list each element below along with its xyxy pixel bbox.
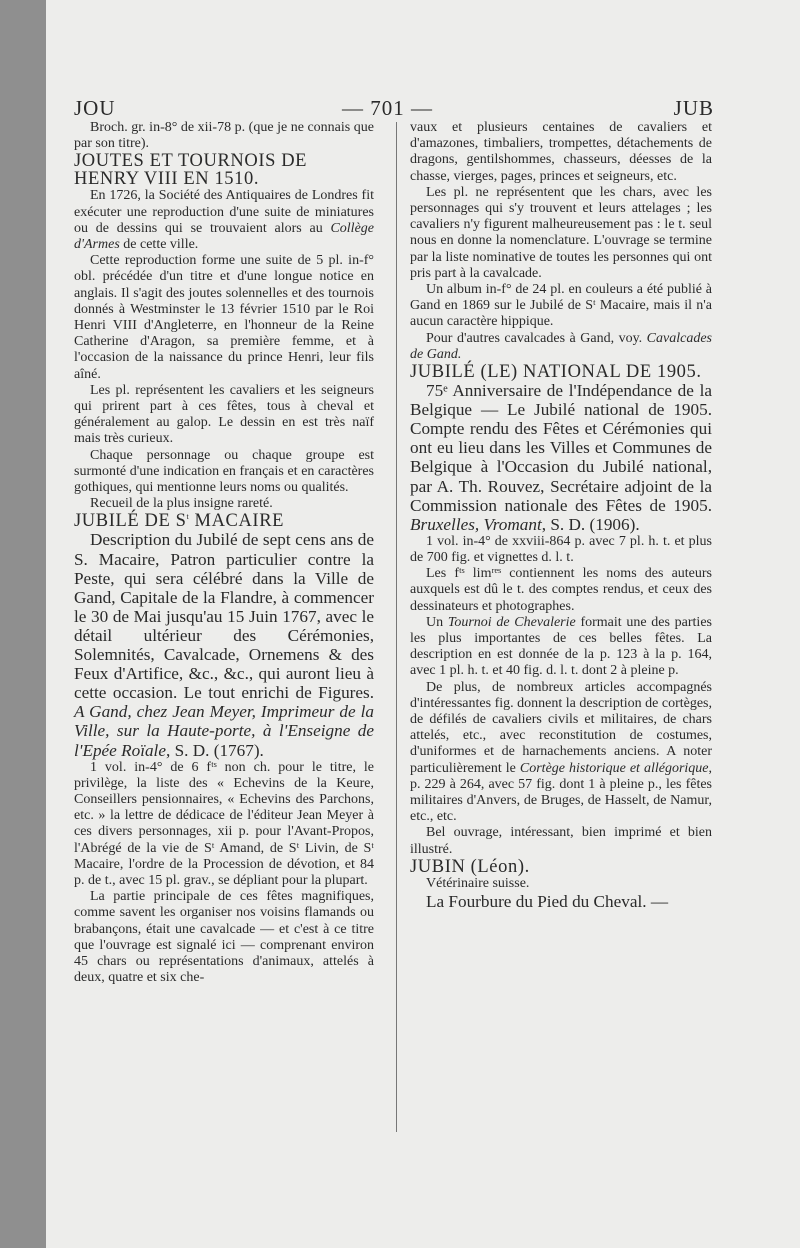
header-right-guide-word: JUB [673,96,714,120]
author-description: Vétérinaire suisse. [426,875,530,891]
entry-paragraph: En 1726, la Société des Antiquaires de Londres fit exécuter une reproduction d'une suite de miniatures ou de dessins qui se trouvaient alors au Collège d'Armes de cette ville. [74,188,374,253]
entry-paragraph: Chaque personnage ou chaque groupe est surmonté d'une indication en français et en caractères gothiques, qui mentionne leurs noms ou qualités. [74,447,374,496]
entry-continuation: Broch. gr. in-8° de xii-78 p. (que je ne connais que par son titre). [74,120,374,152]
header-left-guide-word: JOU [74,96,116,120]
entry-book-title: 75ᵉ Anniversaire de l'Indépendance de la Belgique — Le Jubilé national de 1905. Compte rendu des Fêtes et Cérémonies qui ont eu lieu dans les Villes et Communes de Belgique à l'Occasion du Jubilé national, par A. Th. Rouvez, Secrétaire adjoint de la Commission nationale des Fêtes de 1905. Bruxelles, Vromant, S. D. (1906). [410,381,712,534]
entry-paragraph: De plus, de nombreux articles accompagnés d'intéressantes fig. donnent la description de cortèges, de défilés de cavaliers civils et militaires, de chars attelés, etc., avec reconstitution de costumes, d'uniformes et de harnachements anciens. A noter particulièrement le Cortège historique et allégorique, p. 229 à 264, avec 57 fig. dont 1 à pleine p., les fêtes militaires d'Anvers, de Bruges, de Hasselt, de Namur, etc., etc. [410,679,712,825]
entry-paragraph: La partie principale de ces fêtes magnifiques, comme savent les organiser nos voisins flamands ou brabançons, était une cavalcade — et c'est à ce titre que l'ouvrage est signalé ici — comprenant environ 45 chars ou représentations d'animaux, attelés à deux, quatre et six che- [74,889,374,986]
page-number: — 701 — [342,96,433,120]
entry-paragraph: Les pl. ne représentent que les chars, avec les personnages qui s'y trouvent et leurs attelages ; les cavaliers n'y figurent malheureusement pas : le t. seul nous en donne la nomenclature. L'ouvrage se termine par la liste nominative de toutes les personnes qui ont pris part à la cavalcade. [410,184,712,281]
entry-title-joutes: JOUTES ET TOURNOIS DE HENRY VIII EN 1510. [74,151,308,190]
entry-paragraph: Un Tournoi de Chevalerie formait une des parties les plus importantes de ces belles fêtes. La description en est donnée de la p. 123 à la p. 164, avec 1 pl. h. t. et 40 fig. d. l. t. dont 2 à pleine p. [410,614,712,679]
entry-book-title: Description du Jubilé de sept cens ans de S. Macaire, Patron particulier contre la Peste, qui sera célébré dans la Ville de Gand, Capitale de la Flandre, à commencer le 30 de Mai jusqu'au 15 Juin 1767, avec le détail ultérieur des Cérémonies, Solemnités, Cavalcade, Ornemens & des Feux d'Artifice, &c., &c., qui auront lieu à cette occasion. Le tout enrichi de Figures. A Gand, chez Jean Meyer, Imprimeur de la Ville, sur la Haute-porte, à l'Enseigne de l'Epée Roïale, S. D. (1767). [74,530,374,760]
left-column [74,120,374,986]
entry-title-jubin: JUBIN (Léon). [410,856,530,877]
column-divider [396,122,397,1132]
entry-paragraph: Recueil de la plus insigne rareté. [90,496,273,512]
page-header [74,96,714,122]
entry-title-jubile-national: JUBILÉ (LE) NATIONAL DE 1905. [410,362,702,383]
entry-paragraph: vaux et plusieurs centaines de cavaliers et d'amazones, timbaliers, trompettes, détachements de dragons, gentilshommes, chasseurs, déesses de la chasse, vierges, pages, princes et seigneurs, etc. [410,120,712,184]
entry-paragraph: Les pl. représentent les cavaliers et les seigneurs qui prirent part à ces fêtes, tous à cheval et généralement au galop. Le dessin en est très naïf mais très curieux. [74,382,374,447]
entry-paragraph: 1 vol. in-4° de xxviii-864 p. avec 7 pl. h. t. et plus de 700 fig. et vignettes d. l. t. [410,533,712,565]
entry-paragraph: Cette reproduction forme une suite de 5 pl. in-f° obl. précédée d'un titre et d'une longue notice en anglais. Il s'agit des joutes solennelles et des tournois donnés à Westminster le 13 février 1510 par le Roi Henri VIII d'Angleterre, en l'honneur de la Reine Catherine d'Aragon, sa première femme, et à l'occasion de la naissance du prince Henri, leur fils aîné. [74,253,374,382]
entry-paragraph: Les fᵗˢ limʳᵉˢ contiennent les noms des auteurs auxquels est dû le t. des comptes rendus, et ceux des dessinateurs et photographes. [410,566,712,614]
right-column [410,120,712,911]
entry-book-title: La Fourbure du Pied du Cheval. — [426,892,669,912]
entry-title-jubile-macaire: JUBILÉ DE $S^t$ MACAIRE [74,511,285,532]
entry-paragraph: Bel ouvrage, intéressant, bien imprimé et bien illustré. [410,825,712,857]
entry-paragraph: Un album in-f° de 24 pl. en couleurs a été publié à Gand en 1869 sur le Jubilé de Sᵗ Macaire, mais il n'a aucun caractère hippique. [410,282,712,330]
entry-paragraph: Pour d'autres cavalcades à Gand, voy. Cavalcades de Gand. [410,330,712,362]
entry-paragraph: 1 vol. in-4° de 6 fᵗˢ non ch. pour le titre, le privilège, la liste des « Echevins de la Keure, Conseillers pensionnaires, « Echevins des Parchons, etc. » la lettre de dédicace de l'éditeur Jean Meyer à ces divers personnages, xii p. pour l'Avant-Propos, l'Abrégé de la vie de Sᵗ Amand, de Sᵗ Livin, de Sᵗ Macaire, l'ordre de la Procession de dévotion, et 84 p. de t., avec 15 pl. grav., se dépliant pour la plupart. [74,759,374,889]
